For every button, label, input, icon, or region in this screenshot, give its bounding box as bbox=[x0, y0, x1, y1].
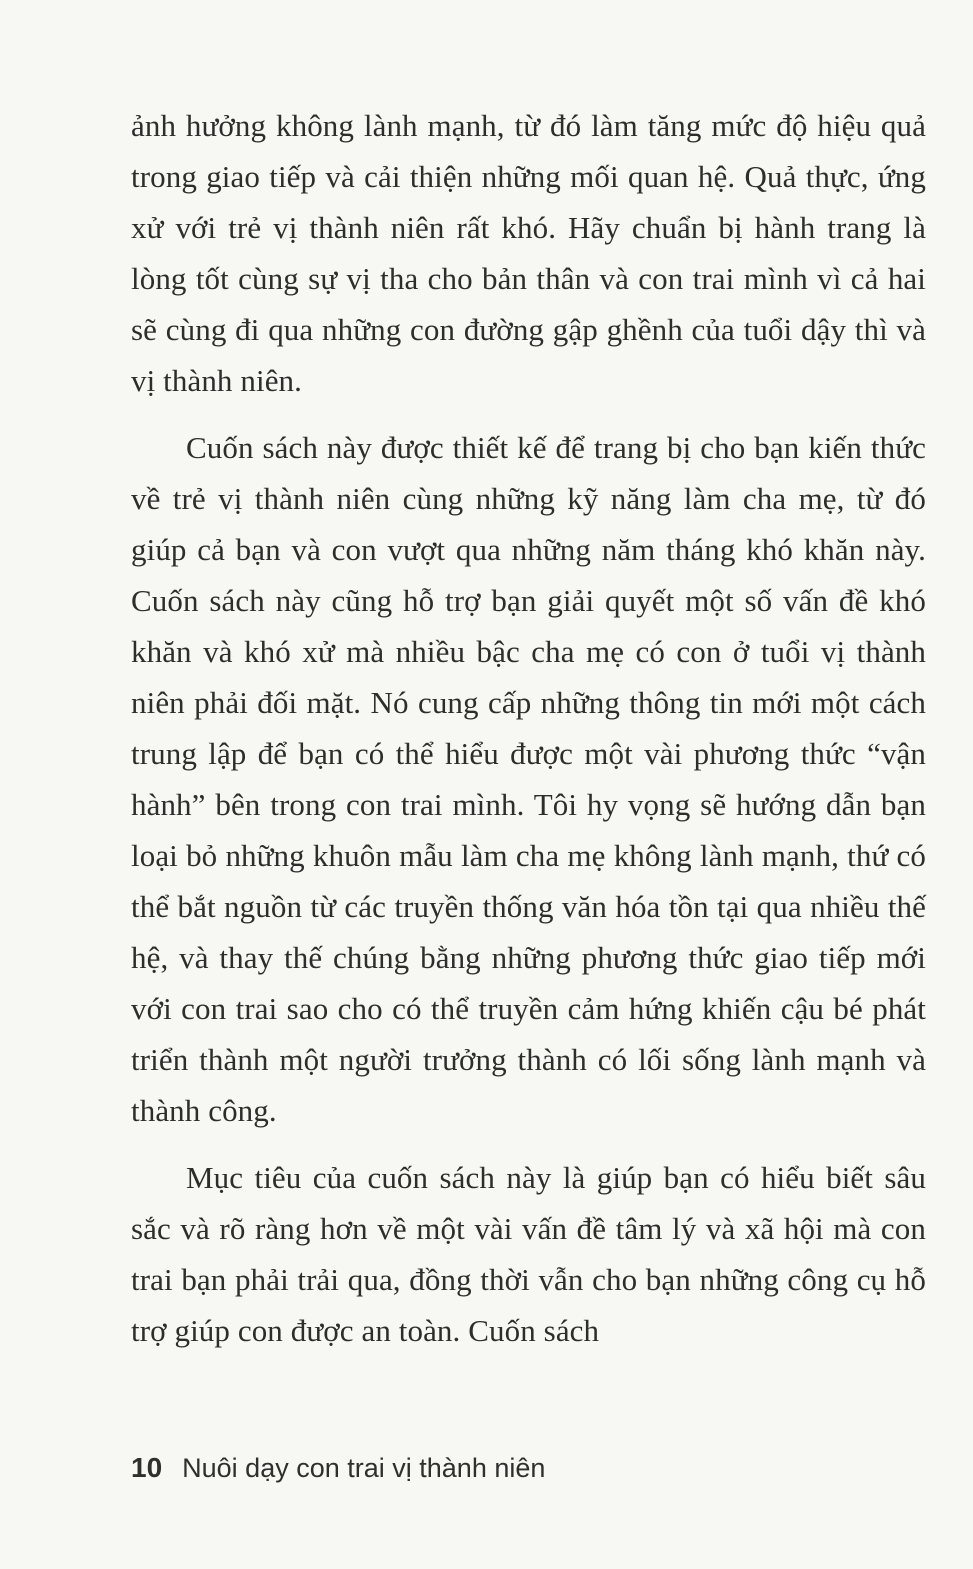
page-number: 10 bbox=[131, 1452, 163, 1483]
page-footer bbox=[131, 1450, 545, 1486]
book-title: Nuôi dạy con trai vị thành niên bbox=[182, 1453, 546, 1483]
body-text bbox=[131, 100, 926, 1356]
paragraph-3: Mục tiêu của cuốn sách này là giúp bạn có hiểu biết sâu sắc và rõ ràng hơn về một vài vấn đề tâm lý và xã hội mà con trai bạn phải trải qua, đồng thời vẫn cho bạn những công cụ hỗ trợ giúp con được an toàn. Cuốn sách bbox=[131, 1160, 926, 1348]
paragraph-1: ảnh hưởng không lành mạnh, từ đó làm tăng mức độ hiệu quả trong giao tiếp và cải thiện những mối quan hệ. Quả thực, ứng xử với trẻ vị thành niên rất khó. Hãy chuẩn bị hành trang là lòng tốt cùng sự vị tha cho bản thân và con trai mình vì cả hai sẽ cùng đi qua những con đường gập ghềnh của tuổi dậy thì và vị thành niên. bbox=[131, 108, 926, 398]
paragraph-2: Cuốn sách này được thiết kế để trang bị cho bạn kiến thức về trẻ vị thành niên cùng những kỹ năng làm cha mẹ, từ đó giúp cả bạn và con vượt qua những năm tháng khó khăn này. Cuốn sách này cũng hỗ trợ bạn giải quyết một số vấn đề khó khăn và khó xử mà nhiều bậc cha mẹ có con ở tuổi vị thành niên phải đối mặt. Nó cung cấp những thông tin mới một cách trung lập để bạn có thể hiểu được một vài phương thức “vận hành” bên trong con trai mình. Tôi hy vọng sẽ hướng dẫn bạn loại bỏ những khuôn mẫu làm cha mẹ không lành mạnh, thứ có thể bắt nguồn từ các truyền thống văn hóa tồn tại qua nhiều thế hệ, và thay thế chúng bằng những phương thức giao tiếp mới với con trai sao cho có thể truyền cảm hứng khiến cậu bé phát triển thành một người trưởng thành có lối sống lành mạnh và thành công. bbox=[131, 430, 926, 1128]
